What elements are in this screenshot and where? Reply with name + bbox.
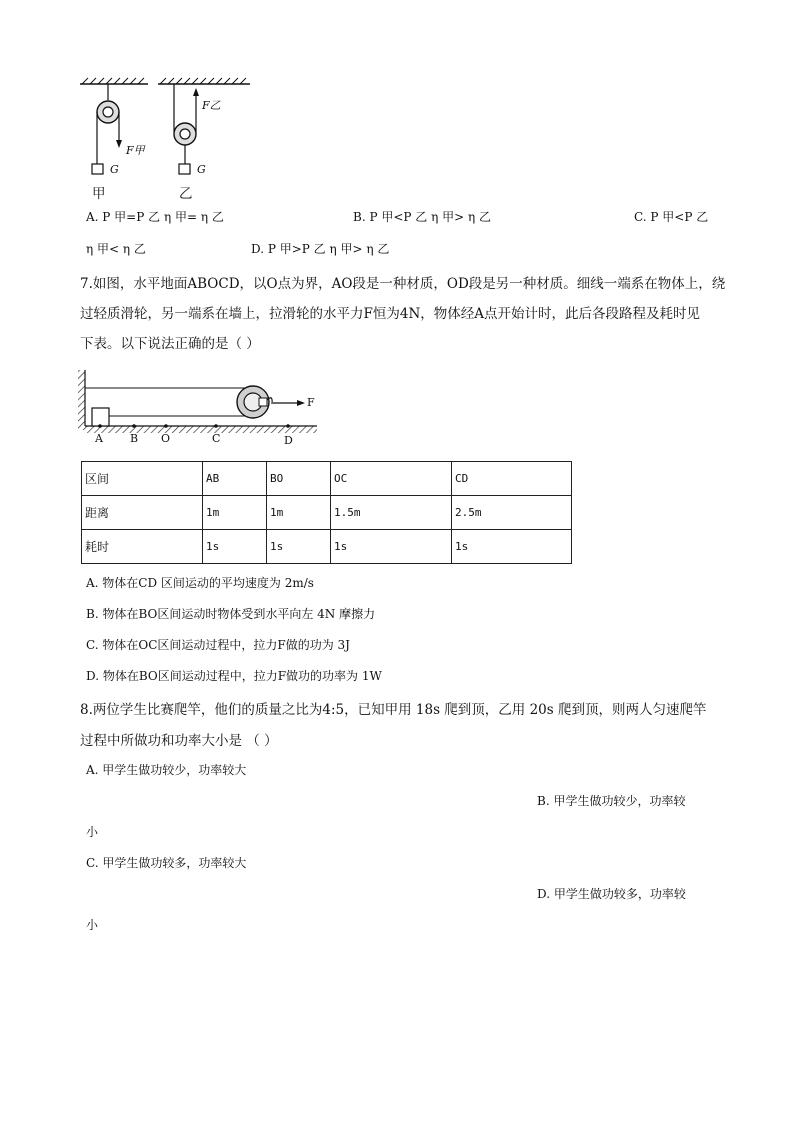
q7-stem-line1: 7.如图，水平地面ABOCD，以O点为界，AO段是一种材质，OD段是另一种材质。细线一端系在物体上，绕 (80, 276, 726, 292)
q8-option-a: A. 甲学生做功较少，功率较大 (86, 763, 247, 777)
table-cell: 1s (203, 530, 267, 564)
q7-option-d: D. 物体在BO区间运动过程中，拉力F做功的功率为 1W (86, 669, 382, 683)
q6-option-b: B. P 甲<P 乙 η 甲> η 乙 (353, 210, 491, 224)
q8-option-b-continued: 小 (86, 825, 99, 839)
q7-stem-line3: 下表。以下说法正确的是（ ） (80, 336, 260, 352)
q6-option-d: D. P 甲>P 乙 η 甲> η 乙 (251, 242, 390, 256)
table-cell: 耗时 (82, 530, 203, 564)
force-label-yi: F乙 (202, 99, 221, 112)
table-cell: CD (452, 462, 572, 496)
table-row (82, 530, 572, 564)
q8-stem-line1: 8.两位学生比赛爬竿，他们的质量之比为4:5，已知甲用 18s 爬到顶，乙用 20s 爬到顶，则两人匀速爬竿 (80, 702, 707, 718)
q7-option-a: A. 物体在CD 区间运动的平均速度为 2m/s (86, 576, 314, 590)
table-cell: 1s (452, 530, 572, 564)
table-cell: AB (203, 462, 267, 496)
table-cell: 距离 (82, 496, 203, 530)
q7-option-c: C. 物体在OC区间运动过程中，拉力F做的功为 3J (86, 638, 350, 652)
table-cell: 2.5m (452, 496, 572, 530)
label-yi: 乙 (179, 186, 193, 202)
g-label-left: G (110, 163, 119, 176)
q7-data-table (81, 461, 572, 564)
table-cell: 1.5m (331, 496, 452, 530)
q6-option-a: A. P 甲=P 乙 η 甲= η 乙 (86, 210, 224, 224)
force-label-jia: F甲 (126, 144, 145, 157)
q8-option-c: C. 甲学生做功较多，功率较大 (86, 856, 247, 870)
q6-option-c: C. P 甲<P 乙 (634, 210, 709, 224)
table-cell: 1s (331, 530, 452, 564)
q8-stem-line2: 过程中所做功和功率大小是 （ ） (80, 733, 278, 749)
table-cell: 1s (267, 530, 331, 564)
point-c-label: C (212, 432, 221, 445)
q7-option-b: B. 物体在BO区间运动时物体受到水平向左 4N 摩擦力 (86, 607, 376, 621)
q7-stem-line2: 过轻质滑轮，另一端系在墙上，拉滑轮的水平力F恒为4N，物体经A点开始计时，此后各段路程及耗时见 (80, 306, 701, 322)
q8-option-d: D. 甲学生做功较多，功率较 (537, 887, 686, 901)
point-d-label: D (284, 434, 293, 447)
table-cell: 区间 (82, 462, 203, 496)
g-label-right: G (197, 163, 206, 176)
label-jia: 甲 (92, 186, 106, 202)
table-cell: OC (331, 462, 452, 496)
table-row (82, 462, 572, 496)
force-f-label: F (307, 396, 315, 409)
point-a-label: A (95, 432, 103, 445)
table-row (82, 496, 572, 530)
point-b-label: B (130, 432, 139, 445)
table-cell: 1m (267, 496, 331, 530)
q8-option-b: B. 甲学生做功较少，功率较 (537, 794, 686, 808)
q6-option-c-continued: η 甲< η 乙 (86, 242, 146, 256)
q8-option-d-continued: 小 (86, 918, 99, 932)
table-cell: BO (267, 462, 331, 496)
point-o-label: O (161, 432, 171, 445)
table-cell: 1m (203, 496, 267, 530)
